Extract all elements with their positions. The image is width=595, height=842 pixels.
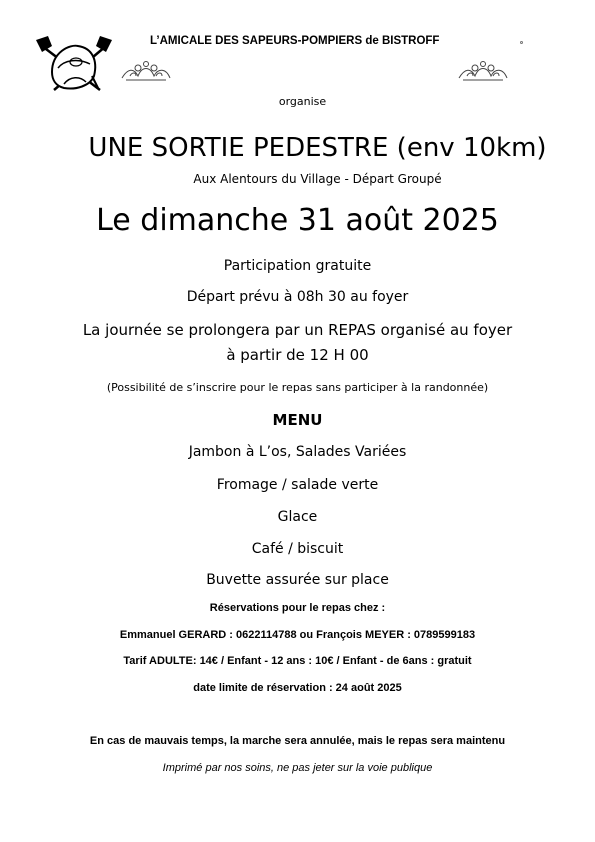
event-title: UNE SORTIE PEDESTRE (env 10km) bbox=[88, 133, 547, 163]
floral-ornament-icon bbox=[118, 58, 174, 82]
menu-item: Glace bbox=[277, 509, 318, 525]
weather-note: En cas de mauvais temps, la marche sera annulée, mais le repas sera maintenu bbox=[89, 735, 506, 747]
meal-text-line2: à partir de 12 H 00 bbox=[226, 346, 369, 364]
printing-note: Imprimé par nos soins, ne pas jeter sur la voie publique bbox=[162, 762, 433, 774]
event-subtitle: Aux Alentours du Village - Départ Groupé bbox=[193, 172, 442, 186]
meal-text-line1: La journée se prolongera par un REPAS organisé au foyer bbox=[82, 321, 513, 339]
reservations-deadline: date limite de réservation : 24 août 2025 bbox=[193, 682, 402, 694]
floral-ornament-icon bbox=[455, 58, 511, 82]
intro-text: organise bbox=[278, 95, 327, 108]
reservations-prices: Tarif ADULTE: 14€ / Enfant - 12 ans : 10€ / Enfant - de 6ans : gratuit bbox=[123, 655, 472, 667]
menu-item: Café / biscuit bbox=[251, 541, 344, 557]
departure-text: Départ prévu à 08h 30 au foyer bbox=[186, 289, 409, 305]
menu-item: Buvette assurée sur place bbox=[206, 572, 389, 588]
reservations-contacts: Emmanuel GERARD : 0622114788 ou François MEYER : 0789599183 bbox=[119, 629, 476, 641]
menu-item: Jambon à L’os, Salades Variées bbox=[188, 444, 407, 460]
reservations-heading: Réservations pour le repas chez : bbox=[209, 602, 386, 614]
meal-note: (Possibilité de s’inscrire pour le repas sans participer à la randonnée) bbox=[106, 381, 489, 394]
event-date: Le dimanche 31 août 2025 bbox=[96, 203, 499, 238]
dot-mark bbox=[520, 41, 523, 44]
menu-item: Fromage / salade verte bbox=[216, 477, 379, 493]
header-title: L’AMICALE DES SAPEURS-POMPIERS de BISTROFF bbox=[150, 35, 440, 47]
firefighter-helmet-icon bbox=[34, 32, 114, 94]
participation-text: Participation gratuite bbox=[223, 258, 372, 274]
menu-heading: MENU bbox=[272, 411, 323, 429]
